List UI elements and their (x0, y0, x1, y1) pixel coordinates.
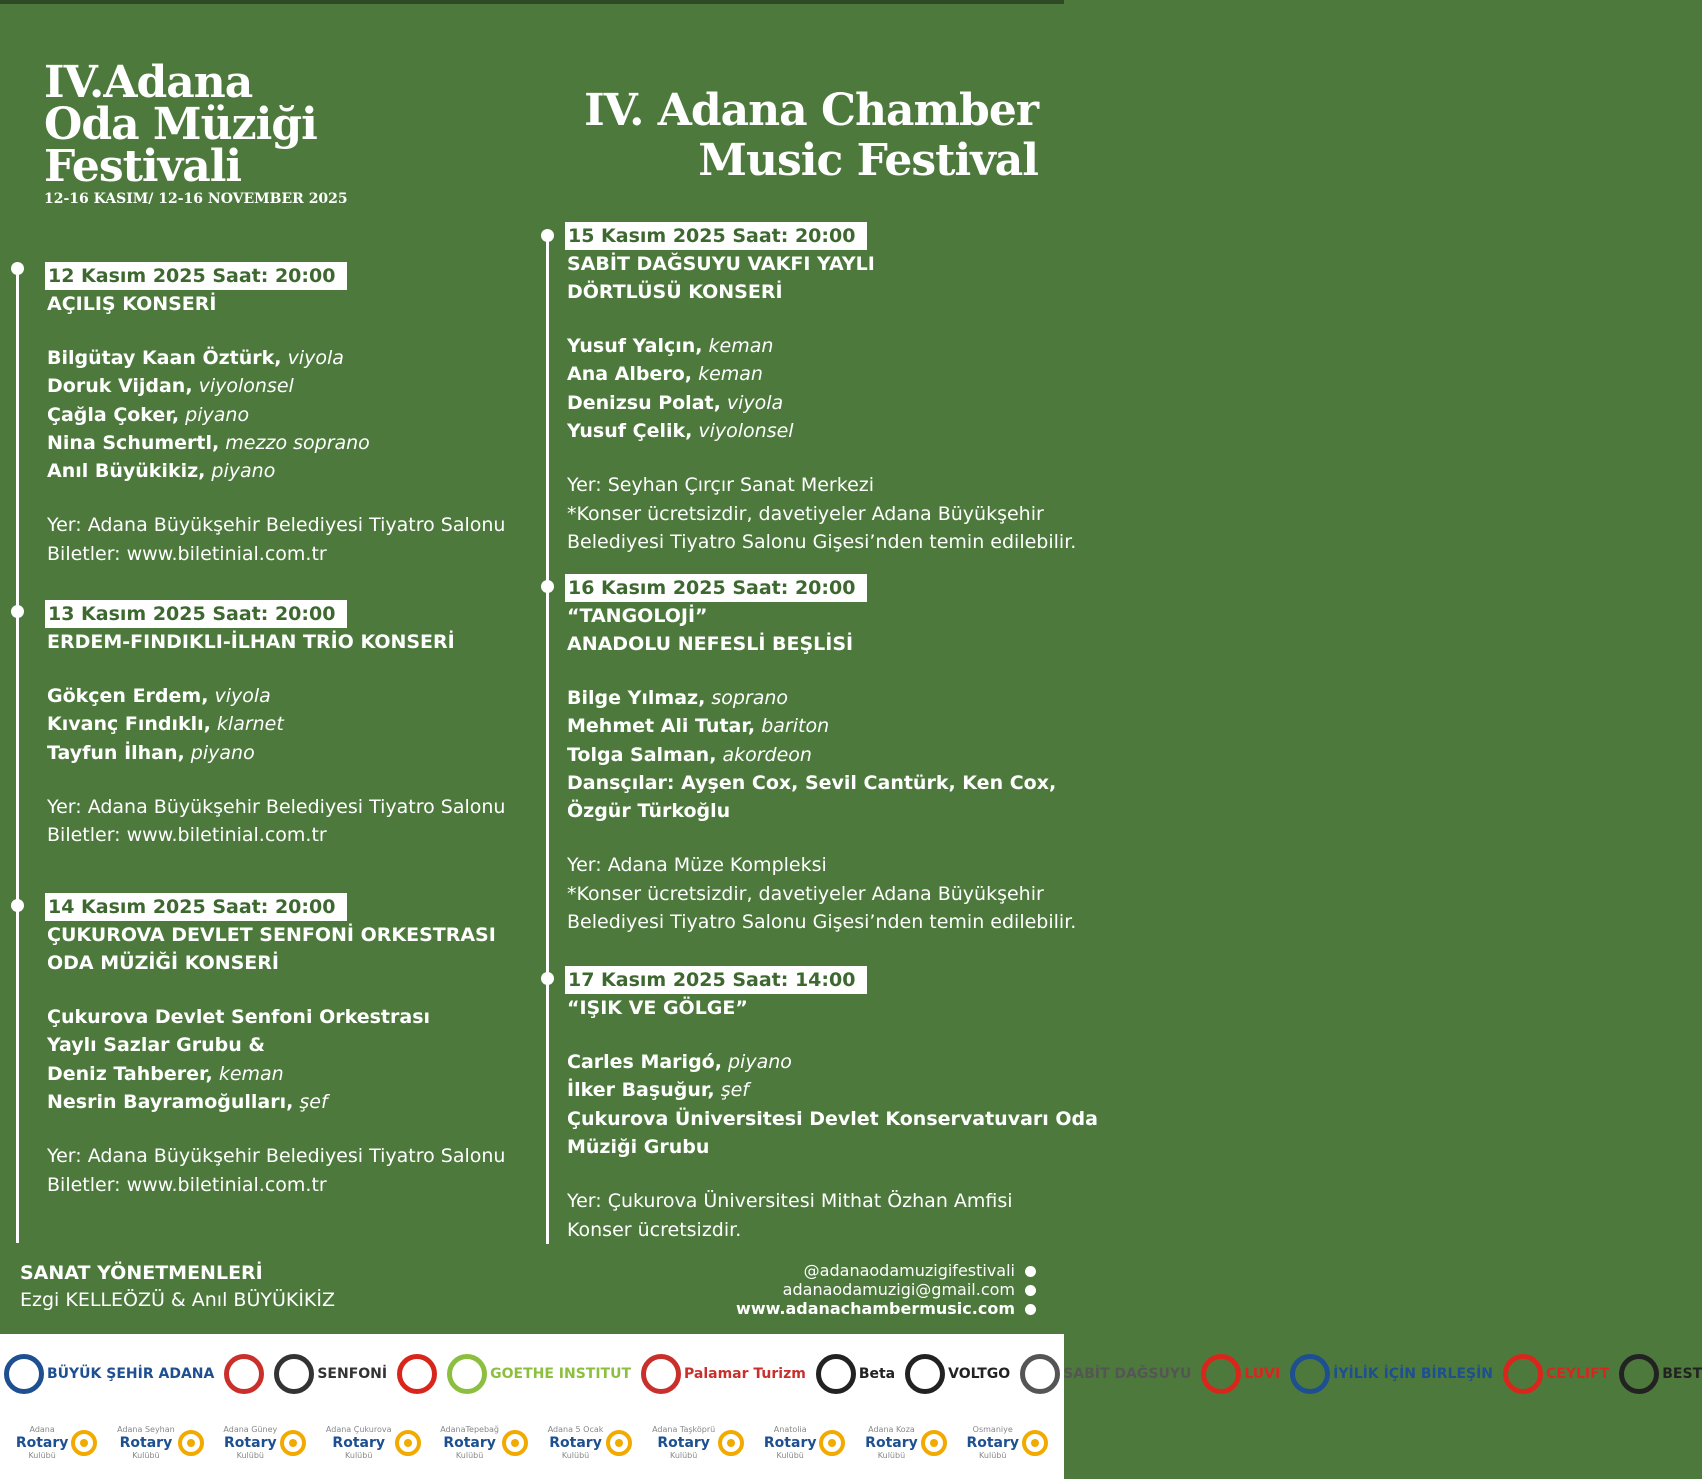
venue-line: Biletler: www.biletinial.com.tr (47, 824, 327, 847)
performer (47, 372, 505, 400)
rotary-club-logo (764, 1425, 846, 1461)
title-en-line: Music Festival (698, 135, 1038, 186)
performer-role: piyano (728, 1051, 792, 1073)
rotary-label: Rotary (865, 1435, 918, 1451)
sponsor-name: BEST (1662, 1366, 1702, 1382)
sponsor-logo (4, 1354, 214, 1394)
performer (567, 1048, 1098, 1076)
performer-list (565, 1048, 1098, 1161)
venue-line: Belediyesi Tiyatro Salonu Gişesi’nden temin edilebilir. (567, 531, 1077, 554)
sponsor-mark-icon (816, 1354, 856, 1394)
rotary-club-name: Adana Güney (223, 1425, 278, 1434)
performer (567, 360, 1076, 388)
performer (47, 682, 505, 710)
rotary-label: Rotary (657, 1435, 710, 1451)
rotary-club-name: Adana (29, 1425, 55, 1434)
sponsor-mark-icon (274, 1354, 314, 1394)
timeline-dot (11, 899, 24, 912)
event-date: 15 Kasım 2025 Saat: 20:00 (565, 222, 867, 250)
performer-name: İlker Başuğur, (567, 1079, 715, 1102)
sponsor-logos (0, 1334, 1702, 1414)
rotary-clubs (0, 1414, 1064, 1472)
performer-role: viyola (287, 347, 344, 369)
venue-info (565, 1187, 1098, 1244)
event-title: SABİT DAĞSUYU VAKFI YAYLI (567, 253, 875, 275)
rotary-label: Rotary (443, 1435, 496, 1451)
performer-list (565, 684, 1076, 825)
concert-event (45, 600, 505, 850)
sponsor-mark-icon (224, 1354, 264, 1394)
performer-name: Tayfun İlhan, (47, 741, 185, 764)
timeline-dot (541, 972, 554, 985)
sponsor-mark-icon (1020, 1354, 1060, 1394)
performer-list (45, 344, 505, 485)
contacts (736, 1261, 1036, 1318)
rotary-wheel-icon (819, 1430, 845, 1456)
performer (47, 457, 505, 485)
rotary-club-name: Adana 5 Ocak (547, 1425, 604, 1434)
timeline-right (546, 236, 549, 1244)
performer-name: Özgür Türkoğlu (567, 800, 731, 823)
performer-role: klarnet (216, 713, 284, 736)
performer (567, 417, 1076, 445)
title-tr-line: Oda Müziği (44, 99, 317, 150)
rotary-club-logo (966, 1425, 1048, 1461)
venue-info (565, 851, 1076, 937)
performer-role: keman (218, 1062, 284, 1085)
sponsor-mark-icon (1201, 1354, 1241, 1394)
rotary-club-logo (117, 1425, 204, 1461)
performer (567, 684, 1076, 712)
rotary-wheel-icon (395, 1430, 421, 1456)
performer (47, 739, 505, 767)
title-en-line: IV. Adana Chamber (584, 85, 1038, 136)
event-title: ANADOLU NEFESLİ BEŞLİSİ (567, 633, 854, 655)
rotary-club-logo (548, 1425, 633, 1461)
performer-role: şef (299, 1090, 328, 1113)
directors-title: SANAT YÖNETMENLERİ (20, 1262, 263, 1284)
performer (47, 1003, 505, 1031)
performer (567, 769, 1076, 797)
rotary-club-name: Adana Taşköprü (652, 1425, 716, 1434)
performer-role: viyola (726, 391, 784, 414)
sponsor-logo (1020, 1354, 1191, 1394)
sponsor-logo (397, 1354, 437, 1394)
sponsor-name: GOETHE INSTITUT (490, 1366, 632, 1382)
performer-role: akordeon (722, 743, 812, 766)
performer-role: soprano (711, 687, 789, 709)
sponsor-logo (816, 1354, 895, 1394)
festival-dates: 12-16 KASIM/ 12-16 NOVEMBER 2025 (44, 191, 348, 207)
performer-name: Yusuf Çelik, (567, 419, 693, 442)
performer (47, 1060, 505, 1088)
top-border (0, 0, 1064, 4)
rotary-wheel-icon (718, 1430, 744, 1456)
event-title: ODA MÜZİĞİ KONSERİ (47, 952, 279, 974)
artistic-directors (20, 1260, 335, 1314)
performer (567, 741, 1076, 769)
concert-event (565, 966, 1098, 1244)
performer (567, 797, 1076, 825)
performer (47, 1031, 505, 1059)
rotary-club-name: Osmaniye (972, 1425, 1013, 1434)
sponsor-mark-icon (1290, 1354, 1330, 1394)
performer-name: Bilgütay Kaan Öztürk, (47, 347, 282, 369)
rotary-label: Rotary (549, 1435, 602, 1451)
event-date: 14 Kasım 2025 Saat: 20:00 (45, 893, 347, 921)
sponsor-logo (224, 1354, 264, 1394)
rotary-club-logo (865, 1425, 947, 1461)
rotary-wheel-icon (280, 1430, 306, 1456)
rotary-club-name: Adana Çukurova (325, 1425, 392, 1434)
performer-list (565, 332, 1076, 445)
performer-name: Doruk Vijdan, (47, 375, 193, 398)
sponsor-logo (274, 1354, 387, 1394)
performer-role: piyano (185, 403, 250, 426)
rotary-wheel-icon (178, 1430, 204, 1456)
performer (47, 401, 505, 429)
timeline-dot (11, 262, 24, 275)
sponsor-name: CEYLIFT (1546, 1366, 1610, 1382)
rotary-label: Rotary (332, 1435, 385, 1451)
performer (47, 1088, 505, 1116)
timeline-dot (541, 229, 554, 242)
venue-line: Yer: Adana Müze Kompleksi (567, 854, 827, 877)
rotary-wheel-icon (502, 1430, 528, 1456)
sponsor-logo (1201, 1354, 1280, 1394)
timeline-dot (541, 580, 554, 593)
sponsor-logo (905, 1354, 1010, 1394)
concert-event (45, 893, 505, 1199)
performer-role: viyolonsel (698, 419, 794, 442)
rotary-club-logo (326, 1425, 421, 1461)
rotary-club-logo (223, 1425, 306, 1461)
performer-name: Bilge Yılmaz, (567, 687, 706, 709)
performer-name: Gökçen Erdem, (47, 685, 209, 707)
performer-name: Nina Schumertl, (47, 431, 220, 454)
rotary-wheel-icon (606, 1430, 632, 1456)
performer (47, 429, 505, 457)
sponsor-mark-icon (1619, 1354, 1659, 1394)
rotary-club-logo (440, 1425, 528, 1461)
performer-name: Yaylı Sazlar Grubu & (47, 1034, 265, 1057)
venue-line: Konser ücretsizdir. (567, 1218, 742, 1241)
venue-line: Belediyesi Tiyatro Salonu Gişesi’nden temin edilebilir. (567, 911, 1077, 934)
venue-line: *Konser ücretsizdir, davetiyeler Adana Büyükşehir (567, 882, 1044, 905)
rotary-sub: Kulübü (561, 1451, 590, 1460)
performer (567, 1133, 1098, 1161)
rotary-sub: Kulübü (877, 1451, 906, 1460)
performer-name: Nesrin Bayramoğulları, (47, 1090, 294, 1113)
event-title: AÇILIŞ KONSERİ (47, 293, 217, 315)
performer-name: Denizsu Polat, (567, 391, 721, 414)
performer-role: viyolonsel (198, 375, 294, 398)
sponsor-name: VOLTGO (948, 1366, 1011, 1382)
concert-event (565, 222, 1076, 557)
rotary-wheel-icon (921, 1430, 947, 1456)
rotary-wheel-icon (1022, 1430, 1048, 1456)
rotary-club-name: Anatolia (773, 1425, 807, 1434)
performer-name: Carles Marigó, (567, 1051, 722, 1073)
bullet-icon (1025, 1304, 1036, 1315)
email-address[interactable]: adanaodamuzigi@gmail.com (736, 1280, 1036, 1299)
timeline-dot (11, 605, 24, 618)
performer-name: Ana Albero, (567, 363, 693, 386)
bullet-icon (1025, 1266, 1036, 1277)
festival-title-tr (44, 57, 317, 192)
performer-name: Tolga Salman, (567, 743, 717, 766)
performer (567, 332, 1076, 360)
performer-list (45, 1003, 505, 1116)
event-title: “TANGOLOJİ” (567, 605, 708, 627)
event-date: 13 Kasım 2025 Saat: 20:00 (45, 600, 347, 628)
sponsor-name: Beta (858, 1366, 896, 1382)
rotary-sub: Kulübü (236, 1451, 264, 1460)
rotary-label: Rotary (224, 1435, 277, 1451)
venue-line: Yer: Adana Büyükşehir Belediyesi Tiyatro Salonu (47, 1145, 506, 1168)
event-date: 17 Kasım 2025 Saat: 14:00 (565, 966, 867, 994)
rotary-club-name: Adana Seyhan (117, 1425, 175, 1434)
rotary-sub: Kulübü (455, 1451, 484, 1460)
performer-name: Deniz Tahberer, (47, 1062, 213, 1085)
rotary-sub: Kulübü (28, 1451, 56, 1460)
performer (47, 710, 505, 738)
sponsor-mark-icon (905, 1354, 945, 1394)
performer-list (45, 682, 505, 767)
festival-title-en (584, 86, 1038, 186)
sponsor-mark-icon (4, 1354, 44, 1394)
rotary-club-logo (652, 1425, 744, 1461)
sponsor-logo (641, 1354, 806, 1394)
event-title: ÇUKUROVA DEVLET SENFONİ ORKESTRASI (47, 924, 496, 946)
venue-line: Yer: Adana Büyükşehir Belediyesi Tiyatro Salonu (47, 514, 506, 537)
venue-line: Biletler: www.biletinial.com.tr (47, 542, 327, 565)
sponsor-name: İYİLİK İÇİN BİRLEŞİN (1333, 1366, 1494, 1382)
performer (567, 712, 1076, 740)
performer-name: Mehmet Ali Tutar, (567, 715, 756, 738)
rotary-club-logo (16, 1425, 98, 1461)
rotary-label: Rotary (15, 1435, 69, 1451)
rotary-sub: Kulübü (776, 1451, 804, 1460)
event-title: ERDEM-FINDIKLI-İLHAN TRİO KONSERİ (47, 631, 455, 653)
performer-role: keman (708, 335, 774, 357)
venue-info (565, 471, 1076, 557)
venue-line: Yer: Çukurova Üniversitesi Mithat Özhan Amfisi (567, 1190, 1013, 1213)
rotary-sub: Kulübü (979, 1451, 1007, 1460)
venue-info (45, 1142, 505, 1199)
sponsor-logo (1619, 1354, 1702, 1394)
sponsor-mark-icon (1503, 1354, 1543, 1394)
event-date: 16 Kasım 2025 Saat: 20:00 (565, 574, 867, 602)
venue-line: Biletler: www.biletinial.com.tr (47, 1173, 327, 1196)
event-date: 12 Kasım 2025 Saat: 20:00 (45, 262, 347, 290)
website-link[interactable]: www.adanachambermusic.com (736, 1299, 1036, 1318)
performer (567, 1076, 1098, 1104)
rotary-label: Rotary (966, 1435, 1020, 1451)
sponsor-logo (1290, 1354, 1493, 1394)
rotary-sub: Kulübü (669, 1451, 698, 1460)
concert-event (45, 262, 505, 568)
sponsor-name: SABİT DAĞSUYU (1063, 1366, 1192, 1382)
sponsor-mark-icon (641, 1354, 681, 1394)
performer-name: Çukurova Devlet Senfoni Orkestrası (47, 1006, 431, 1028)
instagram-handle[interactable]: @adanaodamuzigifestivali (736, 1261, 1036, 1280)
venue-info (45, 793, 505, 850)
performer-role: piyano (211, 460, 276, 483)
rotary-label: Rotary (119, 1435, 173, 1451)
concert-event (565, 574, 1076, 937)
performer-name: Yusuf Yalçın, (567, 335, 703, 357)
rotary-label: Rotary (763, 1435, 817, 1451)
performer-name: Kıvanç Fındıklı, (47, 713, 211, 736)
title-tr-line: Festivali (44, 141, 242, 192)
timeline-left (16, 268, 19, 1243)
sponsor-logo (447, 1354, 631, 1394)
bullet-icon (1025, 1285, 1036, 1296)
sponsor-name: SENFONİ (317, 1366, 388, 1382)
performer-name: Dansçılar: Ayşen Cox, Sevil Cantürk, Ken Cox, (567, 771, 1057, 794)
sponsors-strip (0, 1334, 1702, 1479)
event-title: DÖRTLÜSÜ KONSERİ (567, 281, 783, 303)
rotary-club-name: Adana Koza (868, 1425, 915, 1434)
directors-names: Ezgi KELLEÖZÜ & Anıl BÜYÜKİKİZ (20, 1289, 336, 1311)
performer-name: Müziği Grubu (567, 1135, 710, 1158)
rotary-club-name: AdanaTepebağ (440, 1425, 499, 1434)
venue-line: Yer: Seyhan Çırçır Sanat Merkezi (567, 474, 875, 497)
performer (567, 389, 1076, 417)
performer-role: piyano (190, 741, 255, 764)
performer (47, 344, 505, 372)
performer-name: Anıl Büyükikiz, (47, 460, 206, 483)
rotary-wheel-icon (71, 1430, 97, 1456)
event-title: “IŞIK VE GÖLGE” (567, 997, 748, 1019)
performer-role: şef (720, 1079, 749, 1102)
sponsor-logo (1503, 1354, 1609, 1394)
sponsor-name: LUVI (1244, 1366, 1281, 1382)
sponsor-name: Palamar Turizm (684, 1366, 806, 1382)
venue-line: *Konser ücretsizdir, davetiyeler Adana Büyükşehir (567, 502, 1044, 525)
performer-name: Çağla Çoker, (47, 403, 180, 426)
venue-line: Yer: Adana Büyükşehir Belediyesi Tiyatro Salonu (47, 795, 506, 818)
rotary-sub: Kulübü (345, 1451, 373, 1460)
performer (567, 1105, 1098, 1133)
sponsor-mark-icon (447, 1354, 487, 1394)
performer-role: keman (698, 363, 763, 386)
sponsor-mark-icon (397, 1354, 437, 1394)
performer-name: Çukurova Üniversitesi Devlet Konservatuvarı Oda (567, 1107, 1098, 1130)
rotary-sub: Kulübü (132, 1451, 160, 1460)
performer-role: mezzo soprano (225, 431, 370, 454)
title-tr-line: IV.Adana (44, 57, 253, 108)
sponsor-name: BÜYÜK ŞEHİR ADANA (47, 1366, 215, 1382)
performer-role: bariton (761, 715, 830, 738)
venue-info (45, 511, 505, 568)
performer-role: viyola (214, 685, 271, 707)
